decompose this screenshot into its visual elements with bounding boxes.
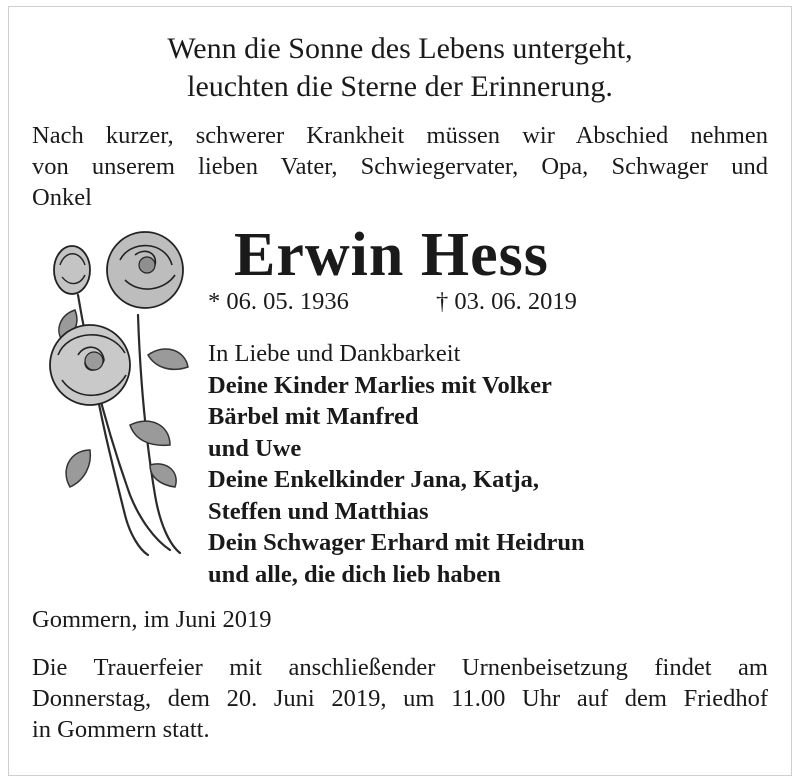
funeral-info <box>32 652 768 745</box>
mourner-line: Deine Enkelkinder Jana, Katja, <box>208 466 540 493</box>
mourner-line: Dein Schwager Erhard mit Heidrun <box>208 529 585 556</box>
motto-line-1: Wenn die Sonne des Lebens untergeht, <box>167 32 633 65</box>
intro-line-1: Nach kurzer, schwerer Krankheit müssen wir Abschied nehmen <box>32 122 768 149</box>
place-and-date: Gommern, im Juni 2019 <box>32 606 272 633</box>
mourner-line: Deine Kinder Marlies mit Volker <box>208 371 552 399</box>
mourners-list <box>208 338 585 590</box>
deceased-name: Erwin Hess <box>234 221 549 289</box>
mourner-line: und alle, die dich lieb haben <box>208 560 501 588</box>
life-dates <box>208 287 577 317</box>
death-date: † 03. 06. 2019 <box>436 288 577 315</box>
funeral-line-3: in Gommern statt. <box>32 716 210 743</box>
roses-illustration <box>30 215 200 560</box>
mourner-line: Steffen und Matthias <box>208 497 429 525</box>
mourner-line: und Uwe <box>208 434 302 462</box>
motto-verse <box>0 30 800 106</box>
funeral-line-1: Die Trauerfeier mit anschließender Urnenbeisetzung findet am <box>32 654 768 681</box>
intro-line-3: Onkel <box>32 184 92 211</box>
birth-date: * 06. 05. 1936 <box>208 288 349 315</box>
rose-bottom-left <box>50 325 130 405</box>
rose-top-right <box>107 232 183 308</box>
intro-text <box>32 120 768 213</box>
motto-line-2: leuchten die Sterne der Erinnerung. <box>187 70 613 103</box>
funeral-line-2: Donnerstag, dem 20. Juni 2019, um 11.00 Uhr auf dem Friedhof <box>32 685 768 712</box>
intro-line-2: von unserem lieben Vater, Schwiegervater, Opa, Schwager und <box>32 153 768 180</box>
mourners-intro: In Liebe und Dankbarkeit <box>208 340 461 367</box>
rose-bud-left <box>54 246 90 294</box>
mourner-line: Bärbel mit Manfred <box>208 403 419 430</box>
